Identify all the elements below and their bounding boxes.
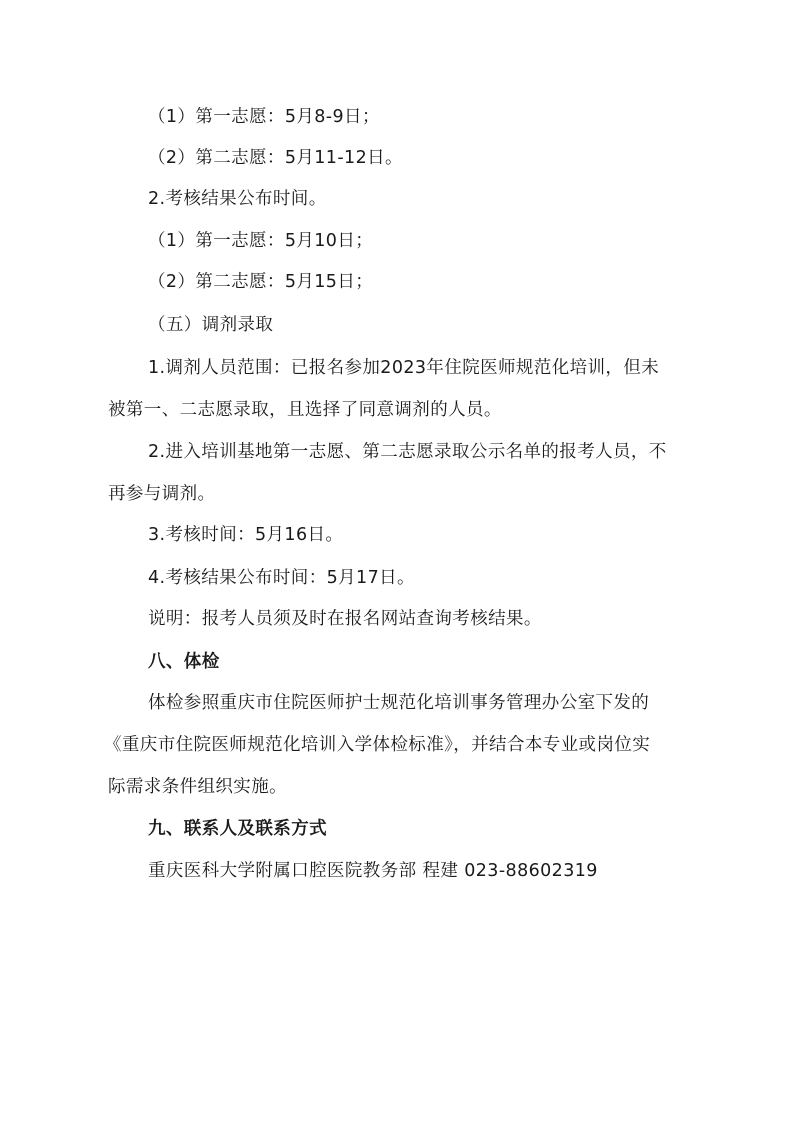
exam-time-second-choice: （2）第二志愿：5月11-12日。 xyxy=(148,148,403,168)
health-check-line2: 《重庆市住院医师规范化培训入学体检标准》，并结合本专业或岗位实 xyxy=(104,735,651,755)
note-line: 说明：报考人员须及时在报名网站查询考核结果。 xyxy=(148,609,542,629)
result-first-choice: （1）第一志愿：5月10日； xyxy=(148,231,374,251)
adjustment-exclusion-line2: 再参与调剂。 xyxy=(108,484,216,504)
adjustment-exclusion-line1: 2.进入培训基地第一志愿、第二志愿录取公示名单的报考人员，不 xyxy=(148,442,667,462)
adjustment-exam-time: 3.考核时间：5月16日。 xyxy=(148,525,344,545)
exam-time-first-choice: （1）第一志愿：5月8-9日； xyxy=(148,107,380,127)
health-check-line3: 际需求条件组织实施。 xyxy=(108,777,287,797)
adjustment-result-time: 4.考核结果公布时间：5月17日。 xyxy=(148,568,415,588)
contact-line: 重庆医科大学附属口腔医院教务部 程建 023-88602319 xyxy=(148,861,598,881)
adjustment-heading: （五）调剂录取 xyxy=(148,315,274,335)
adjustment-scope-line2: 被第一、二志愿录取，且选择了同意调剂的人员。 xyxy=(108,400,502,420)
result-second-choice: （2）第二志愿：5月15日； xyxy=(148,272,374,292)
section-heading-health-check: 八、体检 xyxy=(148,652,220,672)
result-announce-heading: 2.考核结果公布时间。 xyxy=(148,189,327,209)
adjustment-scope-line1: 1.调剂人员范围：已报名参加2023年住院医师规范化培训，但未 xyxy=(148,358,660,378)
health-check-line1: 体检参照重庆市住院医师护士规范化培训事务管理办公室下发的 xyxy=(148,693,650,713)
section-heading-contact: 九、联系人及联系方式 xyxy=(148,819,327,839)
